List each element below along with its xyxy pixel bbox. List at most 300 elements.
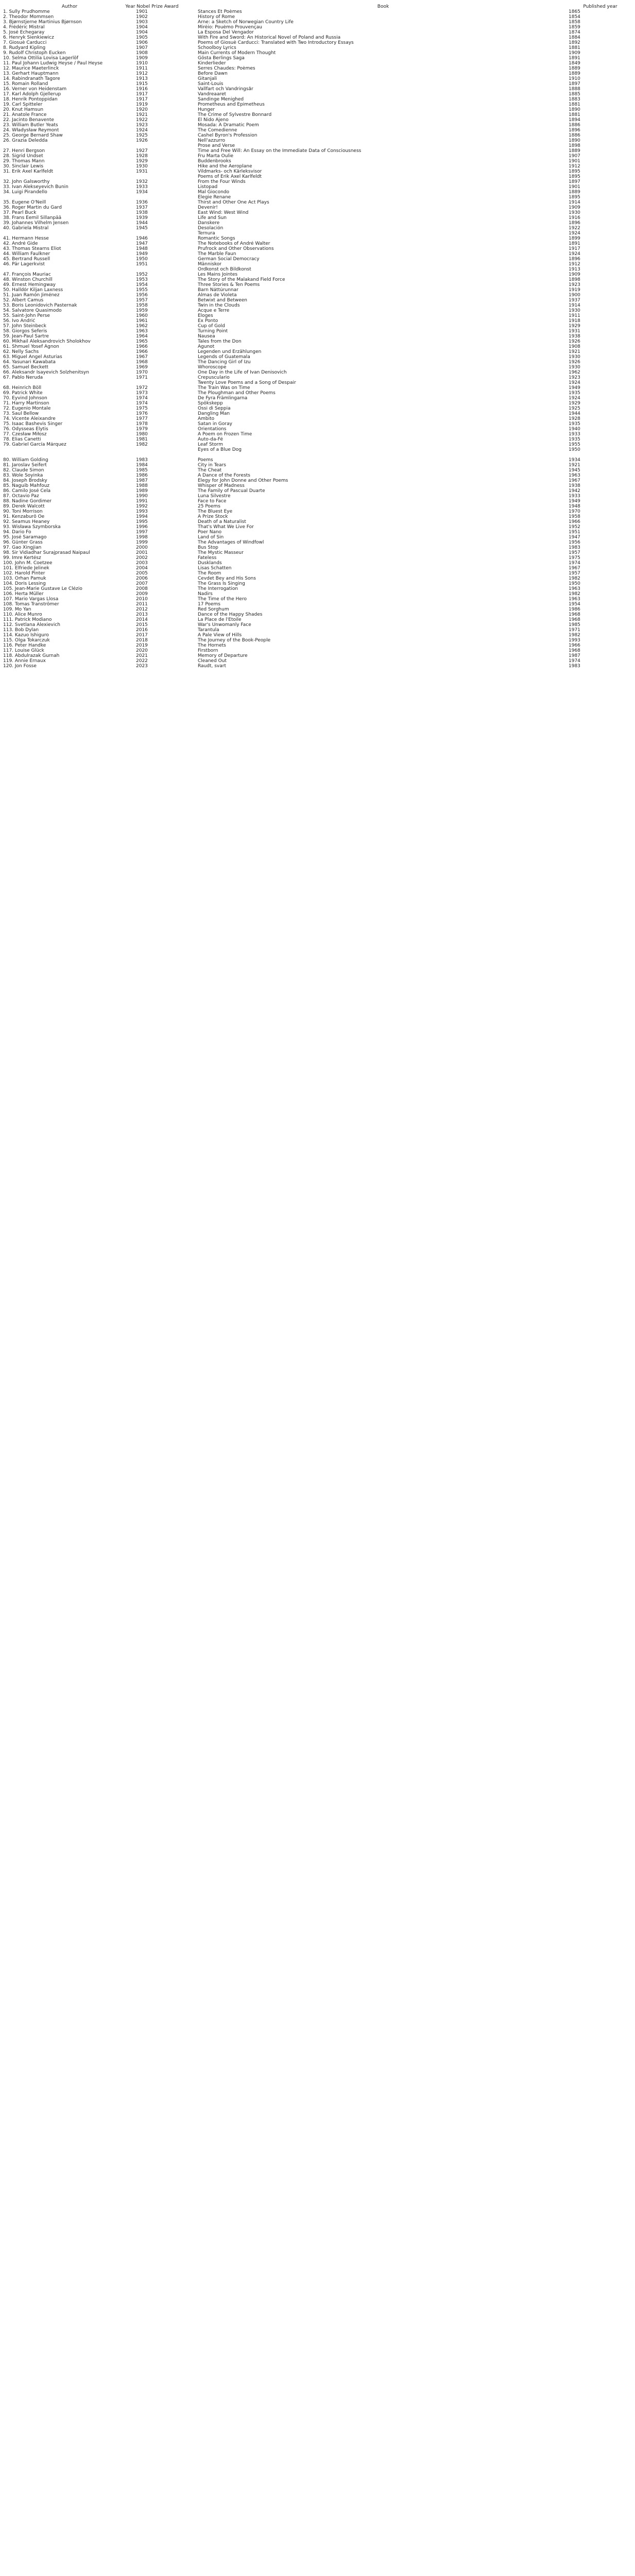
cell-published: 1938 [569,334,580,339]
table-row [3,452,632,457]
cell-published: 1901 [569,159,580,164]
cell-published: 1912 [569,164,580,169]
cell-author: 26. Grazia Deledda [3,138,48,143]
table-row [3,550,632,555]
cell-author: 62. Nelly Sachs [3,349,39,354]
cell-year: 1944 [136,221,148,226]
table-row [3,612,632,617]
cell-book: Poems of Erik Axel Karlfeldt [198,174,262,179]
cell-published: 1895 [569,174,580,179]
cell-year: 1952 [136,272,148,277]
cell-book: Ex Ponto [198,318,218,324]
table-row [3,81,632,87]
table-row [3,272,632,277]
table-row [3,179,632,184]
table-row [3,87,632,92]
cell-book: Raudt, svart [198,664,226,669]
cell-year: 1928 [136,154,148,159]
cell-book: Main Currents of Modern Thought [198,50,276,56]
cell-author: 29. Thomas Mann [3,159,45,164]
cell-book: Fateless [198,555,217,561]
cell-book: La Esposa Del Vengador [198,30,254,35]
cell-published: 1886 [569,123,580,128]
cell-published: 1926 [569,360,580,365]
cell-published: 1950 [569,581,580,586]
cell-book: Three Stories & Ten Poems [198,282,260,287]
cell-book: 17 Poems [198,602,220,607]
cell-author: 77. Czesław Miłosz [3,432,47,437]
table-row [3,488,632,494]
cell-author: 18. Henrik Pontoppidan [3,97,58,102]
table-row [3,143,632,148]
cell-author: 79. Gabriel García Márquez [3,442,66,447]
cell-book: The Dancing Girl of Izu [198,360,251,365]
cell-year: 1980 [136,432,148,437]
cell-book: A Dance of the Forests [198,473,250,478]
cell-published: 1952 [569,524,580,530]
cell-author: 120. Jon Fosse [3,664,37,669]
cell-book: Saint-Louis [198,81,224,87]
cell-author: 30. Sinclair Lewis [3,164,44,169]
cell-published: 1896 [569,257,580,262]
cell-book: The Grass Is Singing [198,581,245,586]
table-row [3,215,632,221]
cell-book: Hike and the Aeroplane [198,164,252,169]
cell-author: 93. Wisława Szymborska [3,524,61,530]
cell-published: 1985 [569,622,580,628]
cell-published: 1911 [569,313,580,318]
cell-year: 1962 [136,324,148,329]
cell-book: Barn Náttúrunnar [198,287,238,293]
cell-author: 84. Joseph Brodsky [3,478,47,483]
cell-published: 1895 [569,195,580,200]
table-row [3,411,632,416]
cell-book: Turning Point [198,329,228,334]
cell-published: 1971 [569,628,580,633]
cell-author: 63. Miguel Ángel Asturias [3,354,62,360]
table-row [3,442,632,447]
cell-author: 111. Patrick Modiano [3,617,52,622]
cell-author: 83. Wole Soyinka [3,473,43,478]
cell-book: Nadirs [198,591,213,597]
cell-year: 1960 [136,313,148,318]
cell-published: 1968 [569,648,580,653]
table-row [3,246,632,251]
cell-author: 64. Yasunari Kawabata [3,360,56,365]
table-row [3,257,632,262]
cell-year: 1994 [136,514,148,519]
cell-year: 1903 [136,20,148,25]
table-row [3,293,632,298]
cell-year: 1910 [136,61,148,66]
table-row [3,468,632,473]
cell-year: 1988 [136,483,148,488]
cell-year: 1996 [136,524,148,530]
cell-book: Ordkonst och Bildkonst [198,267,251,272]
cell-author: 7. Giosuè Carducci [3,40,47,45]
cell-year: 1945 [136,226,148,231]
table-row [3,308,632,313]
cell-book: Prometheus and Epimetheus [198,102,265,107]
cell-published: 1908 [569,344,580,349]
cell-author: 12. Maurice Maeterlinck [3,66,59,71]
cell-published: 1983 [569,664,580,669]
cell-book: Mal Giocondo [198,190,230,195]
cell-published: 1909 [569,50,580,56]
cell-year: 1904 [136,25,148,30]
cell-year: 1916 [136,87,148,92]
table-row [3,622,632,628]
table-row [3,432,632,437]
cell-author: 112. Svetlana Alexievich [3,622,60,628]
cell-author: 28. Sigrid Undset [3,154,43,159]
cell-published: 1982 [569,576,580,581]
cell-year: 1992 [136,504,148,509]
cell-year: 1947 [136,241,148,246]
cell-author: 39. Johannes Vilhelm Jensen [3,221,69,226]
cell-published: 1945 [569,468,580,473]
table-row [3,277,632,282]
cell-published: 1909 [569,205,580,210]
cell-year: 1956 [136,293,148,298]
cell-year: 1938 [136,210,148,215]
table-row [3,463,632,468]
cell-year: 2008 [136,586,148,591]
table-row [3,102,632,107]
cell-author: 114. Kazuo Ishiguro [3,633,49,638]
table-row [3,190,632,195]
cell-author: 27. Henri Bergson [3,148,45,154]
cell-book: Eyes of a Blue Dog [198,447,242,452]
cell-year: 1929 [136,159,148,164]
cell-published: 1958 [569,514,580,519]
cell-author: 23. William Butler Yeats [3,123,58,128]
cell-year: 2010 [136,597,148,602]
cell-book: The Cheat [198,468,222,473]
table-row [3,447,632,452]
cell-published: 1886 [569,133,580,138]
cell-published: 1895 [569,169,580,174]
cell-published: 1930 [569,308,580,313]
cell-author: 110. Alice Munro [3,612,42,617]
cell-year: 2003 [136,561,148,566]
cell-author: 57. John Steinbeck [3,324,46,329]
cell-author: 105. Jean-Marie Gustave Le Clézio [3,586,82,591]
table-row [3,226,632,231]
cell-author: 108. Tomas Tranströmer [3,602,59,607]
books-table [3,4,632,669]
cell-published: 1982 [569,591,580,597]
cell-book: Elegy for John Donne and Other Poems [198,478,288,483]
cell-published: 1930 [569,354,580,360]
table-row [3,607,632,612]
cell-published: 1859 [569,25,580,30]
cell-author: 42. André Gide [3,241,38,246]
cell-author: 34. Luigi Pirandello [3,190,47,195]
cell-author: 74. Vicente Aleixandre [3,416,56,421]
cell-book: With Fire and Sword: An Historical Novel of Poland and Russia [198,35,341,40]
table-row [3,241,632,246]
cell-author: 44. William Faulkner [3,251,50,257]
cell-published: 1914 [569,303,580,308]
table-row [3,421,632,427]
cell-author: 113. Bob Dylan [3,628,39,633]
cell-author: 54. Salvatore Quasimodo [3,308,62,313]
cell-published: 1865 [569,9,580,14]
cell-published: 1907 [569,154,580,159]
table-row [3,61,632,66]
table-row [3,174,632,179]
cell-book: East Wind: West Wind [198,210,249,215]
cell-published: 1881 [569,112,580,117]
cell-author: 88. Nadine Gordimer [3,499,52,504]
cell-book: The Hornets [198,643,226,648]
table-row [3,324,632,329]
cell-book: Schoolboy Lyrics [198,45,236,50]
table-row [3,581,632,586]
cell-published: 1951 [569,530,580,535]
cell-published: 1940 [569,427,580,432]
table-row [3,221,632,226]
cell-book: The Mystic Masseur [198,550,244,555]
cell-published: 1968 [569,617,580,622]
cell-book: Elegie Renane [198,195,231,200]
table-row [3,540,632,545]
table-row [3,504,632,509]
table-row [3,40,632,45]
cell-author: 14. Rabindranath Tagore [3,76,60,81]
cell-book: Ossi di Seppia [198,406,231,411]
cell-published: 1963 [569,586,580,591]
cell-year: 1970 [136,370,148,375]
cell-published: 1987 [569,653,580,658]
table-row [3,483,632,488]
table-row [3,602,632,607]
cell-book: Before Dawn [198,71,228,76]
cell-author: 1. Sully Prudhomme [3,9,50,14]
table-row [3,339,632,344]
table-row [3,45,632,50]
table-row [3,133,632,138]
cell-book: A Poem on Frozen Time [198,432,252,437]
table-row [3,586,632,591]
cell-book: Stances Et Poèmes [198,9,242,14]
cell-book: Les Mains Jointes [198,272,238,277]
table-row [3,303,632,308]
table-row [3,128,632,133]
cell-published: 1898 [569,143,580,148]
cell-book: The Interrogation [198,586,238,591]
cell-author: 101. Elfriede Jelinek [3,566,49,571]
cell-author: 66. Aleksandr Isayevich Solzhenitsyn [3,370,89,375]
cell-year: 1923 [136,123,148,128]
table-row [3,535,632,540]
table-row [3,658,632,664]
table-row [3,66,632,71]
cell-published: 1963 [569,597,580,602]
cell-year: 1979 [136,427,148,432]
cell-author: 35. Eugene O'Neill [3,200,46,205]
cell-book: Red Sorghum [198,607,229,612]
table-row [3,633,632,638]
header-published: Published year [583,4,617,9]
cell-published: 1948 [569,504,580,509]
cell-published: 1974 [569,561,580,566]
cell-author: 22. Jacinto Benavente [3,117,54,123]
cell-author: 59. Jean-Paul Sartre [3,334,49,339]
cell-published: 1966 [569,519,580,524]
table-row [3,375,632,380]
cell-author: 67. Pablo Neruda [3,375,43,380]
table-row [3,334,632,339]
cell-year: 1949 [136,251,148,257]
cell-book: The Room [198,571,221,576]
cell-book: A Pale View of Hills [198,633,242,638]
table-row [3,427,632,432]
cell-author: 61. Shmuel Yosef Agnon [3,344,59,349]
cell-book: The Ploughman and Other Poems [198,391,276,396]
cell-published: 1974 [569,658,580,664]
cell-published: 1922 [569,226,580,231]
cell-book: Tales from the Don [198,339,242,344]
cell-year: 1985 [136,468,148,473]
cell-book: History of Rome [198,14,235,20]
cell-published: 1970 [569,509,580,514]
cell-author: 109. Mo Yan [3,607,31,612]
cell-book: Tarantula [198,628,219,633]
cell-published: 1934 [569,457,580,463]
cell-author: 8. Rudyard Kipling [3,45,46,50]
cell-published: 1897 [569,81,580,87]
cell-published: 1874 [569,30,580,35]
cell-published: 1881 [569,102,580,107]
table-row [3,396,632,401]
cell-author: 96. Günter Grass [3,540,43,545]
table-row [3,349,632,354]
table-row [3,457,632,463]
cell-published: 1968 [569,612,580,617]
table-row [3,571,632,576]
cell-author: 45. Bertrand Russell [3,257,50,262]
cell-published: 1889 [569,148,580,154]
cell-published: 1921 [569,463,580,468]
cell-book: Life and Sun [198,215,227,221]
cell-author: 36. Roger Martin du Gard [3,205,62,210]
cell-year: 1995 [136,519,148,524]
cell-book: Dusklands [198,561,222,566]
table-row [3,664,632,669]
cell-author: 2. Theodor Mommsen [3,14,54,20]
cell-year: 1967 [136,354,148,360]
cell-published: 1894 [569,117,580,123]
cell-published: 1933 [569,432,580,437]
cell-book: Crepusculario [198,375,230,380]
cell-published: 1929 [569,401,580,406]
cell-published: 1954 [569,602,580,607]
cell-year: 1934 [136,190,148,195]
cell-book: Romantic Songs [198,236,235,241]
cell-published: 1923 [569,375,580,380]
cell-published: 1921 [569,349,580,354]
cell-author: 68. Heinrich Böll [3,385,42,391]
cell-year: 1963 [136,329,148,334]
cell-book: From the Four Winds [198,179,246,184]
cell-published: 1937 [569,298,580,303]
cell-published: 1898 [569,277,580,282]
cell-author: 6. Henryk Sienkiewicz [3,35,54,40]
cell-book: Devenir! [198,205,218,210]
cell-book: Poer Nano [198,530,222,535]
cell-author: 73. Saul Bellow [3,411,39,416]
cell-year: 1964 [136,334,148,339]
cell-published: 1849 [569,61,580,66]
cell-book: Land of Sin [198,535,224,540]
cell-published: 1983 [569,545,580,550]
cell-year: 1913 [136,76,148,81]
cell-author: 82. Claude Simon [3,468,44,473]
table-row [3,76,632,81]
cell-year: 1901 [136,9,148,14]
cell-published: 1949 [569,499,580,504]
cell-book: Fru Marta Oulie [198,154,233,159]
cell-author: 25. George Bernard Shaw [3,133,63,138]
table-row [3,287,632,293]
cell-author: 55. Saint-John Perse [3,313,50,318]
cell-year: 1917 [136,92,148,97]
cell-book: Sandinge Menighed [198,97,244,102]
table-row [3,112,632,117]
cell-published: 1890 [569,138,580,143]
cell-book: Dance of the Happy Shades [198,612,263,617]
table-row [3,530,632,535]
table-row [3,385,632,391]
cell-year: 1966 [136,349,148,354]
cell-book: Leaf Storm [198,442,223,447]
cell-published: 1900 [569,293,580,298]
cell-year: 1986 [136,473,148,478]
cell-published: 1916 [569,215,580,221]
cell-published: 1889 [569,190,580,195]
cell-author: 71. Harry Martinson [3,401,49,406]
cell-published: 1924 [569,380,580,385]
cell-year: 1983 [136,457,148,463]
cell-author: 86. Camilo José Cela [3,488,51,494]
cell-year: 1925 [136,133,148,138]
cell-book: The Advantages of Windfowl [198,540,264,545]
cell-year: 1912 [136,71,148,76]
cell-author: 33. Ivan Alekseyevich Bunin [3,184,68,190]
table-row [3,597,632,602]
cell-year: 1998 [136,535,148,540]
cell-published: 1909 [569,272,580,277]
cell-book: Poems of Giosuè Carducci: Translated with Two Introductory Essays [198,40,354,45]
cell-author: 37. Pearl Buck [3,210,37,215]
cell-book: The Story of the Malakand Field Force [198,277,285,282]
table-row [3,370,632,375]
cell-published: 1930 [569,210,580,215]
cell-published: 1967 [569,478,580,483]
cell-published: 1885 [569,92,580,97]
table-row [3,437,632,442]
cell-book: Arne: a Sketch of Norwegian Country Life [198,20,294,25]
header-year: Year Nobel Prize Award [125,4,179,9]
cell-author: 46. Pär Lagerkvist [3,262,45,267]
table-row [3,282,632,287]
cell-year: 2002 [136,555,148,561]
cell-published: 1949 [569,385,580,391]
cell-book: Hunger [198,107,215,112]
table-row [3,71,632,76]
